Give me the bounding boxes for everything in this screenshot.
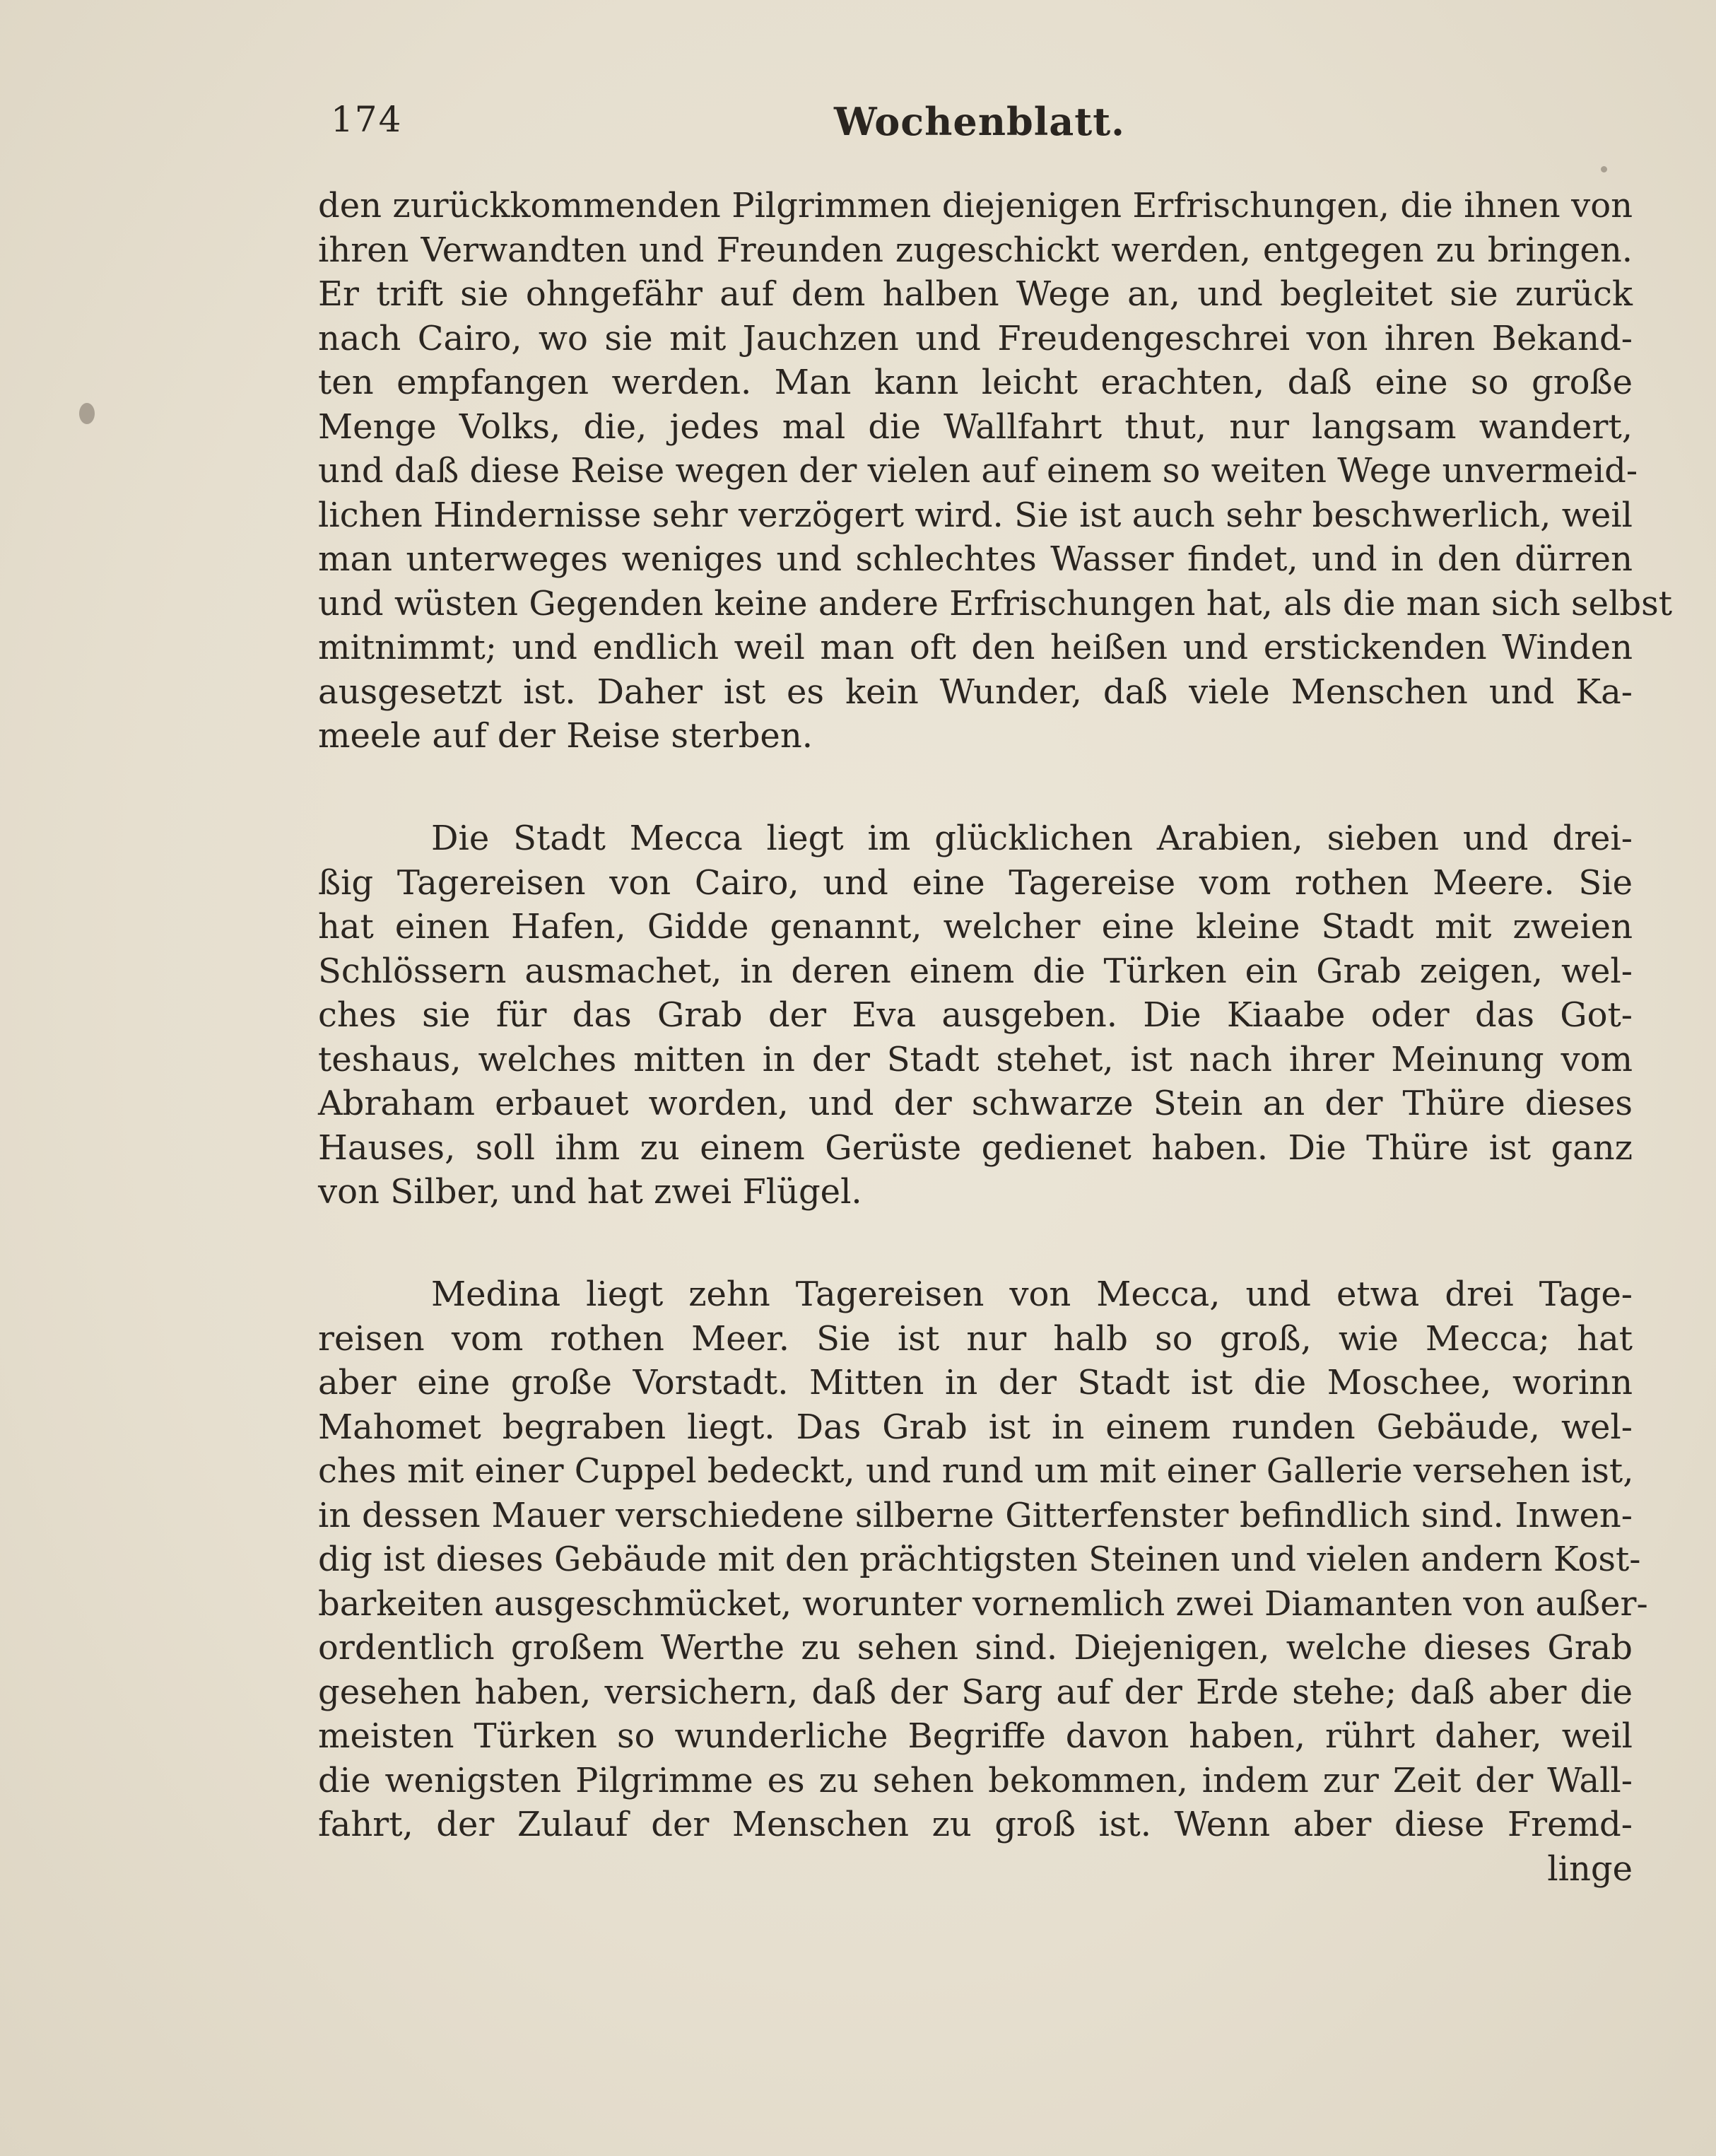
text-line: dig ist dieses Gebäude mit den prächtigsten Steinen und vielen andern Kost-	[318, 1540, 1641, 1579]
text-line: ordentlich großem Werthe zu sehen sind. Diejenigen, welche dieses Grab	[318, 1628, 1633, 1668]
text-line: ßig Tagereisen von Cairo, und eine Tagereise vom rothen Meere. Sie	[318, 862, 1633, 903]
text-line: fahrt, der Zulauf der Menschen zu groß ist. Wenn aber diese Fremd-	[318, 1805, 1633, 1844]
text-line: und wüsten Gegenden keine andere Erfrischungen hat, als die man sich selbst	[318, 583, 1673, 623]
paragraph-2	[318, 816, 1633, 1214]
running-title: Wochenblatt.	[834, 99, 1125, 144]
text-line: die wenigsten Pilgrimme es zu sehen bekommen, indem zur Zeit der Wall-	[318, 1760, 1633, 1800]
text-line: aber eine große Vorstadt. Mitten in der Stadt ist die Moschee, worinn	[318, 1363, 1633, 1402]
paragraph-1	[318, 184, 1673, 758]
text-line: ches mit einer Cuppel bedeckt, und rund um mit einer Gallerie versehen ist,	[318, 1451, 1634, 1491]
text-line: Hauses, soll ihm zu einem Gerüste gedienet haben. Die Thüre ist ganz	[318, 1127, 1633, 1168]
text-line: nach Cairo, wo sie mit Jauchzen und Freudengeschrei von ihren Bekand-	[318, 318, 1633, 358]
text-line: reisen vom rothen Meer. Sie ist nur halb so groß, wie Mecca; hat	[318, 1318, 1633, 1359]
text-line: Abraham erbauet worden, und der schwarze Stein an der Thüre dieses	[318, 1084, 1633, 1123]
page-header	[318, 99, 1626, 156]
text-line: lichen Hindernisse sehr verzögert wird. Sie ist auch sehr beschwerlich, weil	[318, 495, 1633, 535]
text-line: man unterweges weniges und schlechtes Wasser findet, und in den dürren	[318, 539, 1633, 579]
text-line: Mahomet begraben liegt. Das Grab ist in einem runden Gebäude, wel-	[318, 1407, 1633, 1447]
text-line: meele auf der Reise sterben.	[318, 716, 813, 756]
text-line: hat einen Hafen, Gidde genannt, welcher eine kleine Stadt mit zweien	[318, 907, 1633, 947]
text-line: teshaus, welches mitten in der Stadt stehet, ist nach ihrer Meinung vom	[318, 1039, 1633, 1079]
text-line: den zurückkommenden Pilgrimmen diejenigen Erfrischungen, die ihnen von	[318, 186, 1633, 225]
text-line: ausgesetzt ist. Daher ist es kein Wunder, daß viele Menschen und Ka-	[318, 672, 1633, 712]
ink-spot	[79, 403, 95, 424]
text-line: meisten Türken so wunderliche Begriffe davon haben, rührt daher, weil	[318, 1716, 1633, 1756]
text-line: ten empfangen werden. Man kann leicht erachten, daß eine so große	[318, 363, 1633, 402]
text-line: gesehen haben, versichern, daß der Sarg auf der Erde stehe; daß aber die	[318, 1672, 1633, 1712]
text-line: Die Stadt Mecca liegt im glücklichen Arabien, sieben und drei-	[431, 819, 1633, 858]
text-line: von Silber, und hat zwei Flügel.	[318, 1172, 862, 1212]
paragraph-3	[318, 1272, 1648, 1891]
page-number: 174	[331, 99, 403, 140]
text-line: Er trift sie ohngefähr auf dem halben Wege an, und begleitet sie zurück	[318, 274, 1633, 314]
catchword: linge	[1547, 1849, 1633, 1889]
text-line: barkeiten ausgeschmücket, worunter vornemlich zwei Diamanten von außer-	[318, 1583, 1648, 1624]
ink-spot	[1601, 166, 1607, 172]
text-line: mitnimmt; und endlich weil man oft den heißen und erstickenden Winden	[318, 628, 1633, 667]
text-line: und daß diese Reise wegen der vielen auf einem so weiten Wege unvermeid-	[318, 451, 1638, 491]
text-line: Menge Volks, die, jedes mal die Wallfahrt thut, nur langsam wandert,	[318, 406, 1633, 447]
text-line: ches sie für das Grab der Eva ausgeben. Die Kiaabe oder das Got-	[318, 995, 1633, 1035]
text-line: in dessen Mauer verschiedene silberne Gitterfenster befindlich sind. Inwen-	[318, 1495, 1633, 1535]
text-line: ihren Verwandten und Freunden zugeschickt werden, entgegen zu bringen.	[318, 230, 1633, 270]
text-line: Medina liegt zehn Tagereisen von Mecca, und etwa drei Tage-	[431, 1275, 1633, 1314]
text-line: Schlössern ausmachet, in deren einem die Türken ein Grab zeigen, wel-	[318, 951, 1633, 991]
